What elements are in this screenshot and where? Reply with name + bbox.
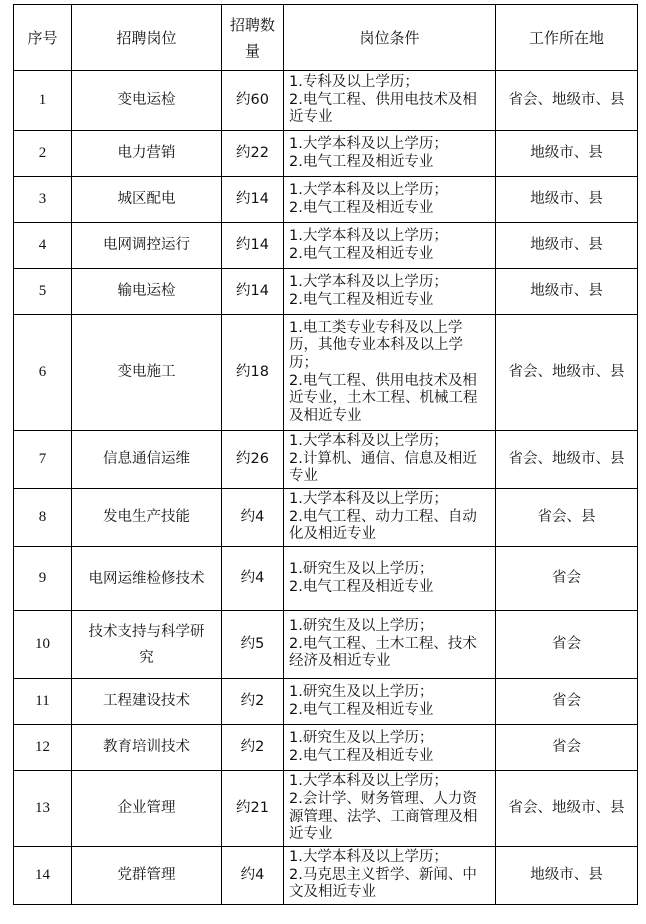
row-location: 省会、地级市、县 [496,71,638,131]
row-no: 11 [14,679,72,725]
table-row [14,131,638,177]
row-conditions: 1.专科及以上学历； 2.电气工程、供用电技术及相近专业 [284,71,496,131]
row-position: 变电运检 [72,71,222,131]
row-conditions: 1.研究生及以上学历； 2.电气工程及相近专业 [284,547,496,611]
row-location: 省会、地级市、县 [496,315,638,431]
row-position: 变电施工 [72,315,222,431]
table-row [14,431,638,489]
header-location: 工作所在地 [496,5,638,71]
row-location: 省会 [496,611,638,679]
row-no: 12 [14,725,72,771]
row-location: 地级市、县 [496,223,638,269]
row-conditions: 1.大学本科及以上学历； 2.电气工程及相近专业 [284,131,496,177]
row-no: 8 [14,489,72,547]
row-location: 地级市、县 [496,847,638,905]
row-conditions: 1.大学本科及以上学历； 2.电气工程及相近专业 [284,269,496,315]
row-position: 电网调控运行 [72,223,222,269]
row-count: 约21 [222,771,284,847]
table-row [14,269,638,315]
header-conditions: 岗位条件 [284,5,496,71]
row-count: 约18 [222,315,284,431]
table-row [14,71,638,131]
row-no: 10 [14,611,72,679]
row-no: 14 [14,847,72,905]
row-no: 9 [14,547,72,611]
header-count: 招聘数量 [222,5,284,71]
row-conditions: 1.研究生及以上学历； 2.电气工程、土木工程、技术经济及相近专业 [284,611,496,679]
row-location: 省会 [496,547,638,611]
row-no: 7 [14,431,72,489]
table-row [14,725,638,771]
row-position: 城区配电 [72,177,222,223]
row-conditions: 1.大学本科及以上学历； 2.电气工程及相近专业 [284,177,496,223]
row-location: 地级市、县 [496,131,638,177]
row-count: 约5 [222,611,284,679]
row-count: 约26 [222,431,284,489]
row-position: 技术支持与科学研究 [72,611,222,679]
table-row [14,611,638,679]
row-conditions: 1.大学本科及以上学历； 2.会计学、财务管理、人力资源管理、法学、工商管理及相近专业 [284,771,496,847]
table-row [14,679,638,725]
row-count: 约14 [222,223,284,269]
row-position: 企业管理 [72,771,222,847]
row-conditions: 1.大学本科及以上学历； 2.电气工程及相近专业 [284,223,496,269]
row-position: 工程建设技术 [72,679,222,725]
row-conditions: 1.研究生及以上学历； 2.电气工程及相近专业 [284,679,496,725]
row-count: 约60 [222,71,284,131]
row-conditions: 1.研究生及以上学历； 2.电气工程及相近专业 [284,725,496,771]
row-count: 约2 [222,725,284,771]
row-no: 4 [14,223,72,269]
row-no: 2 [14,131,72,177]
table-row [14,847,638,905]
table-row [14,223,638,269]
table-row [14,547,638,611]
row-conditions: 1.电工类专业专科及以上学历，其他专业本科及以上学历； 2.电气工程、供用电技术及相近专业，土木工程、机械工程及相近专业 [284,315,496,431]
row-conditions: 1.大学本科及以上学历； 2.马克思主义哲学、新闻、中文及相近专业 [284,847,496,905]
row-location: 地级市、县 [496,269,638,315]
row-location: 省会、地级市、县 [496,431,638,489]
row-location: 省会 [496,679,638,725]
row-count: 约2 [222,679,284,725]
row-count: 约22 [222,131,284,177]
header-row [14,5,638,71]
row-no: 3 [14,177,72,223]
row-count: 约14 [222,177,284,223]
row-no: 1 [14,71,72,131]
row-count: 约4 [222,547,284,611]
row-no: 6 [14,315,72,431]
recruitment-table [13,4,638,905]
row-location: 省会、县 [496,489,638,547]
row-position: 电力营销 [72,131,222,177]
row-position: 输电运检 [72,269,222,315]
row-position: 信息通信运维 [72,431,222,489]
row-location: 地级市、县 [496,177,638,223]
row-count: 约14 [222,269,284,315]
row-count: 约4 [222,489,284,547]
row-position: 电网运维检修技术 [72,547,222,611]
row-conditions: 1.大学本科及以上学历； 2.计算机、通信、信息及相近专业 [284,431,496,489]
table-row [14,489,638,547]
table-row [14,315,638,431]
row-conditions: 1.大学本科及以上学历； 2.电气工程、动力工程、自动化及相近专业 [284,489,496,547]
row-position: 发电生产技能 [72,489,222,547]
row-location: 省会、地级市、县 [496,771,638,847]
row-no: 13 [14,771,72,847]
row-position: 教育培训技术 [72,725,222,771]
row-no: 5 [14,269,72,315]
row-count: 约4 [222,847,284,905]
row-position: 党群管理 [72,847,222,905]
header-position: 招聘岗位 [72,5,222,71]
header-no: 序号 [14,5,72,71]
table-row [14,771,638,847]
table-row [14,177,638,223]
row-location: 省会 [496,725,638,771]
